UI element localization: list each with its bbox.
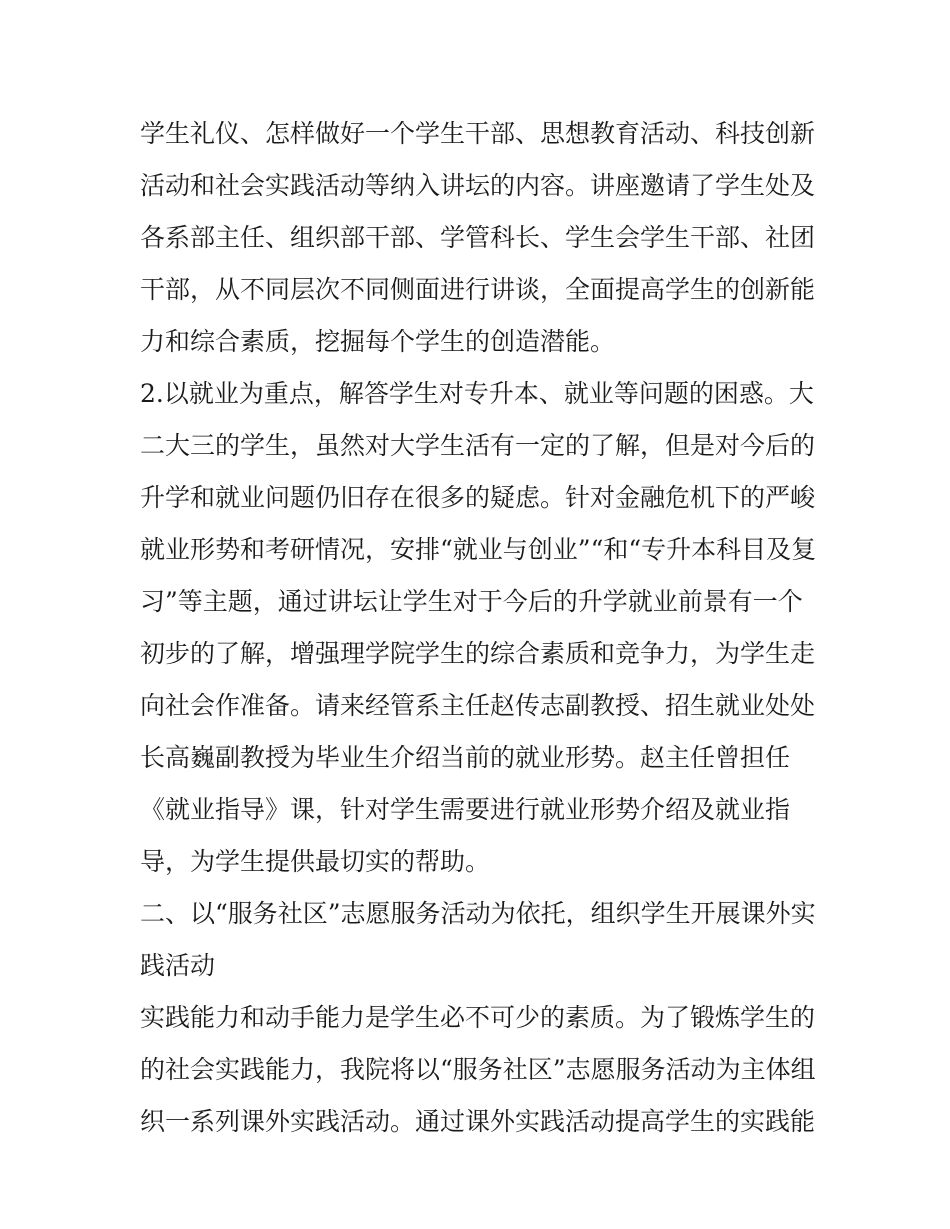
text-line: 《就业指导》课，针对学生需要进行就业形势介绍及就业指 bbox=[140, 795, 791, 824]
text-line: 学生礼仪、怎样做好一个学生干部、思想教育活动、科技创新 bbox=[140, 119, 816, 148]
text-line: 导，为学生提供最切实的帮助。 bbox=[140, 847, 491, 876]
text-line: 力和综合素质，挖掘每个学生的创造潜能。 bbox=[140, 327, 616, 356]
text-line: 就业形势和考研情况，安排“就业与创业”“和“专升本科目及复 bbox=[140, 535, 817, 564]
text-line: 向社会作准备。请来经管系主任赵传志副教授、招生就业处处 bbox=[140, 691, 816, 720]
section-heading-line: 践活动 bbox=[140, 951, 216, 980]
text-line: 升学和就业问题仍旧存在很多的疑虑。针对金融危机下的严峻 bbox=[140, 483, 816, 512]
document-body bbox=[140, 108, 830, 1148]
text-line: 各系部主任、组织部干部、学管科长、学生会学生干部、社团 bbox=[140, 223, 816, 252]
text-line: 初步的了解，增强理学院学生的综合素质和竞争力，为学生走 bbox=[140, 639, 816, 668]
text-line: 二大三的学生，虽然对大学生活有一定的了解，但是对今后的 bbox=[140, 431, 816, 460]
text-line: 织一系列课外实践活动。通过课外实践活动提高学生的实践能 bbox=[140, 1107, 816, 1136]
text-line: 实践能力和动手能力是学生必不可少的素质。为了锻炼学生的 bbox=[140, 1003, 816, 1032]
section-heading-line: 二、以“服务社区”志愿服务活动为依托，组织学生开展课外实 bbox=[140, 899, 816, 928]
text-line: 2.以就业为重点，解答学生对专升本、就业等问题的困惑。大 bbox=[140, 379, 814, 408]
text-line: 长高巍副教授为毕业生介绍当前的就业形势。赵主任曾担任 bbox=[140, 743, 791, 772]
text-line: 活动和社会实践活动等纳入讲坛的内容。讲座邀请了学生处及 bbox=[140, 171, 816, 200]
text-line: 习”等主题，通过讲坛让学生对于今后的升学就业前景有一个 bbox=[140, 587, 803, 616]
text-line: 干部，从不同层次不同侧面进行讲谈，全面提高学生的创新能 bbox=[140, 275, 816, 304]
text-line: 的社会实践能力，我院将以“服务社区”志愿服务活动为主体组 bbox=[140, 1055, 816, 1084]
